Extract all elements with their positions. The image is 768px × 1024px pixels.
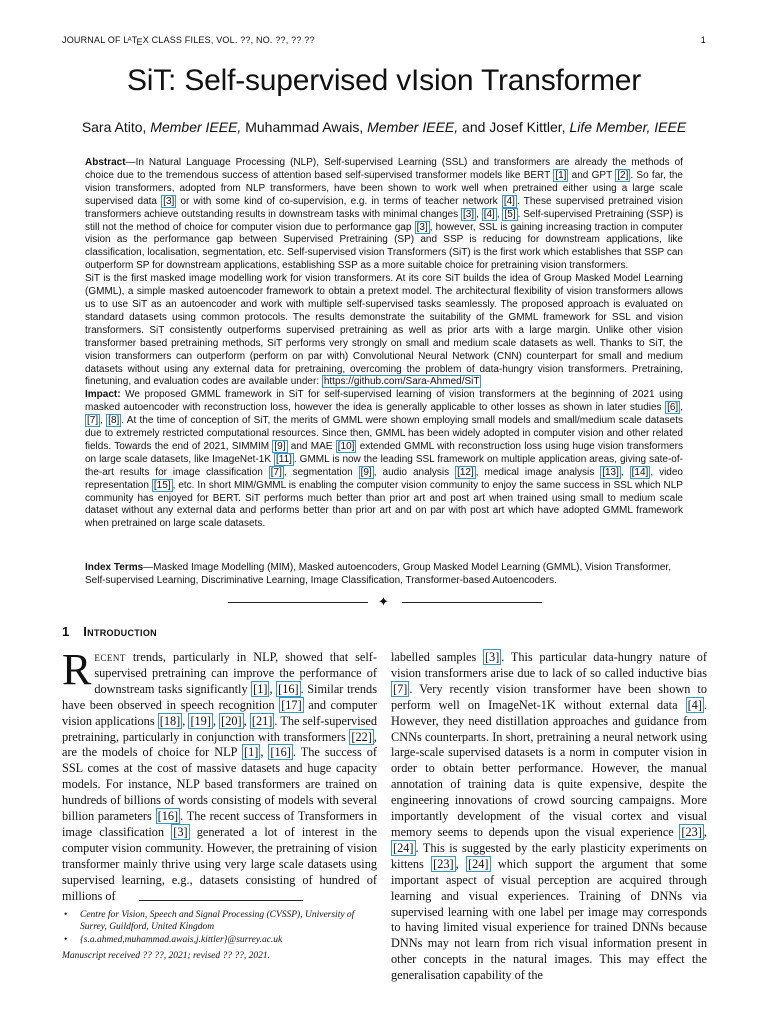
- citation-link[interactable]: [16]: [278, 681, 299, 696]
- citation-link[interactable]: [18]: [159, 713, 181, 728]
- citation-link[interactable]: [4]: [483, 208, 495, 220]
- citation-link[interactable]: [24]: [393, 840, 414, 855]
- body-column-left: [62, 645, 377, 905]
- citation-link[interactable]: [24]: [468, 856, 489, 871]
- citation-link[interactable]: [16]: [157, 809, 179, 824]
- citation-link[interactable]: [17]: [281, 697, 302, 712]
- citation-link[interactable]: [1]: [243, 745, 259, 760]
- citation-link[interactable]: [6]: [667, 402, 679, 414]
- citation-link[interactable]: [21]: [251, 713, 273, 728]
- affiliation-footnote: • Centre for Vision, Speech and Signal Processing (CVSSP), University of Surrey, Guildford, United Kingdom: [80, 909, 377, 933]
- citation-link[interactable]: [14]: [631, 466, 649, 478]
- citation-link[interactable]: [4]: [687, 697, 702, 712]
- github-link[interactable]: https://github.com/Sara-Ahmed/SiT: [323, 376, 480, 388]
- page-number: 1: [700, 35, 706, 45]
- drop-cap: R: [62, 645, 92, 694]
- intro-paragraph-continued: labelled samples [3] . This particular data-hungry nature of vision transformers arise due to lack of so called inductive bias [7] . Very recently vision transformer have been shown to perform well on ImageNet-1K without external data [4] . However, they need distillation approaches and guidance from CNNs counterparts. In short, pretraining a neural network using large-scale supervised datasets is a norm in computer vision in order to obtain better performance. However, the manual annotation of training data is quite expensive, despite the engineering innovations of crowd sourcing campaigns. More importantly development of the visual cortex and visual memory seems to depends upon the visual experience [23] , [24] . This is suggested by the early plasticity experiments on kittens [23] , [24] which support the argument that some important aspect of visual perception are acquired through learning and visual experiences. Training of DNNs via supervised learning with one label per image may corresponds to having limited visual experience for trained DNNs because DNNs may not learn from rich visual information present in other concepts in the natural images. This may effect the generalisation capability of the: [391, 650, 708, 983]
- citation-link[interactable]: [7]: [87, 415, 99, 427]
- index-terms: Index Terms—Masked Image Modelling (MIM), Masked autoencoders, Group Masked Model Learning (GMML), Vision Transformer, Self-supervised Learning, Discriminative Learning, Image Classification, Transformer-based Autoencoders.: [85, 562, 671, 586]
- abstract-paragraph-2: SiT is the first masked image modelling work for vision transformers. At its core SiT builds the idea of Group Masked Model Learning (GMML), a simple masked autoencoder framework to obtain a pretext model. The architectural flexibility of vision transformers allows us to use SiT as an autoencoder and work with multiple self-supervised tasks seamlessly. The proposed approach is evaluated on standard datasets using common protocols. The results demonstrate the suitability of the GMML framework for SSL and vision transformers. SiT consistently outperforms supervised pretraining as well as prior arts with a large margin. Unlike other vision transformer based pretraining methods, SiT performs very strongly on small and medium scale datasets as well. Thanks to SiT, the vision transformers can outperform (perform on par with) Convolutional Neural Network (CNN) counterpart for small and medium datasets without using any external data for pretraining, overcoming the problem of data-hungry vision transformers. Pretraining, finetuning, and evaluation codes are available under: https://github.com/Sara-Ahmed/SiT: [85, 273, 683, 388]
- section-title: Introduction: [83, 624, 157, 639]
- citation-link[interactable]: [8]: [108, 415, 120, 427]
- citation-link[interactable]: [5]: [504, 208, 516, 220]
- citation-link[interactable]: [15]: [153, 479, 171, 491]
- citation-link[interactable]: [22]: [351, 729, 372, 744]
- divider-line: [228, 602, 368, 603]
- footnotes: [62, 909, 377, 962]
- citation-link[interactable]: [23]: [433, 856, 454, 871]
- section-number: 1: [62, 624, 70, 639]
- divider-line: [402, 602, 542, 603]
- footnote-rule: [139, 900, 303, 901]
- paper-title: SiT: Self-supervised vIsion Transformer: [126, 64, 642, 97]
- citation-link[interactable]: [19]: [190, 713, 211, 728]
- citation-link[interactable]: [16]: [270, 745, 291, 760]
- section-divider: [228, 596, 542, 608]
- citation-link[interactable]: [9]: [274, 440, 286, 452]
- citation-link[interactable]: [3]: [484, 650, 500, 664]
- abstract: [85, 157, 683, 531]
- citation-link[interactable]: [4]: [503, 195, 515, 207]
- body-column-right: [391, 650, 707, 984]
- citation-link[interactable]: [10]: [337, 440, 355, 452]
- section-heading: [62, 624, 157, 639]
- citation-link[interactable]: [9]: [360, 466, 372, 478]
- impact-paragraph: Impact: We proposed GMML framework in SiT for self-supervised learning of vision transformers at the beginning of 2021 using masked autoencoder with reconstruction loss, however the idea is generally applicable to other losses as shown in later studies [6] , [7] , [8] . At the time of conception of SiT, the merits of GMML were shown employing small models and small/medium scale datasets due to extremely restricted computational resources. Since then, GMML has been widely adopted in computer vision and other related fields. Towards the end of 2021, SIMMIM [9] and MAE [10] extended GMML with reconstruction loss using huge vision transformers on large scale datasets, like ImageNet-1K [11] . GMML is now the leading SSL framework on multiple application areas, giving sate-of-the-art results for image classification [7] , segmentation [9] , audio analysis [12] , medical image analysis [13] , [14] , video representation [15] , etc. In short MIM/GMML is enabling the computer vision community to enjoy the same success in SSL which NLP community has enjoyed for BERT. SiT performs much better than prior art and post art when trained using small to medium scale dataset without any external data and performs better than prior art and on par with post art which have adopted GMML framework when pretrained on large scale datasets.: [85, 389, 684, 530]
- abstract-paragraph-1: Abstract—In Natural Language Processing (NLP), Self-supervised Learning (SSL) and transformers are already the methods of choice due to the tremendous success of attention based self-supervised transformer models like BERT [1] and GPT [2] . So far, the vision transformers, adopted from NLP transformers, have been shown to work well when pretrained either using a large scale supervised data [3] or with some kind of co-supervision, e.g. in terms of teacher network [4] . These supervised pretrained vision transformers achieve outstanding results in downstream tasks with minimal changes [3] , [4] , [5] . Self-supervised Pretraining (SSP) is still not the method of choice for computer vision due to performance gap [3] , however, SSL is gaining increasing traction in computer vision as the performance gap between Supervised Pretraining (SP) and SSP is reducing for downstream applications, like classification, localisation, segmentation, etc. Self-supervised vision Transformers (SiT) is the first work which establishes that SSP can outperform SP for downstream applications, establishing SSP as a more suitable choice for pretraining vision transformers.: [85, 157, 684, 272]
- manuscript-note: Manuscript received ?? ??, 2021; revised ?? ??, 2021.: [62, 951, 270, 961]
- abstract-label: Abstract: [85, 157, 126, 168]
- citation-link[interactable]: [1]: [555, 169, 567, 181]
- citation-link[interactable]: [13]: [602, 466, 619, 478]
- citation-link[interactable]: [3]: [163, 195, 175, 207]
- index-terms-label: Index Terms: [85, 562, 144, 573]
- journal-name: JOURNAL OF $L^ATEX$ CLASS FILES, VOL. ??, NO. ??, ?? ??: [62, 35, 315, 47]
- citation-link[interactable]: [1]: [253, 681, 268, 696]
- citation-link[interactable]: [2]: [617, 169, 629, 181]
- running-header: [62, 35, 706, 45]
- citation-link[interactable]: [3]: [462, 208, 475, 220]
- impact-label: Impact:: [85, 389, 121, 401]
- citation-link[interactable]: [7]: [393, 681, 408, 696]
- citation-link[interactable]: [12]: [457, 466, 474, 478]
- citation-link[interactable]: [11]: [275, 453, 292, 465]
- email-footnote: • {s.a.ahmed,muhammad.awais,j.kittler}@surrey.ac.uk: [80, 934, 377, 946]
- author-list: Sara Atito, Member IEEE, Muhammad Awais, Member IEEE, and Josef Kittler, Life Member, IEEE: [81, 119, 687, 135]
- divider-star-icon: ✦: [378, 594, 389, 609]
- citation-link[interactable]: [7]: [270, 466, 282, 478]
- intro-paragraph: Recent trends, particularly in NLP, showed that self-supervised pretraining can improve the performance of downstream tasks significantly [1] , [16] . Similar trends have been observed in speech recognition [17] and computer vision applications [18] , [19] , [20] , [21] . The self-supervised pretraining, particularly in conjunction with transformers [22] , are the models of choice for NLP [1] , [16] . The success of SSL comes at the cost of massive datasets and huge capacity models. For instance, NLP based transformers are trained on hundreds of billions of words consisting of models with several billion parameters [16] . The recent success of Transformers in image classification [3] generated a lot of interest in the computer vision community. However, the pretraining of vision transformer mainly thrive using very large scale datasets using supervised learning, e.g., datasets consisting of hundred of millions of: [62, 645, 377, 903]
- citation-link[interactable]: [23]: [681, 824, 702, 839]
- citation-link[interactable]: [20]: [221, 713, 242, 728]
- citation-link[interactable]: [3]: [173, 824, 188, 839]
- citation-link[interactable]: [3]: [416, 221, 428, 233]
